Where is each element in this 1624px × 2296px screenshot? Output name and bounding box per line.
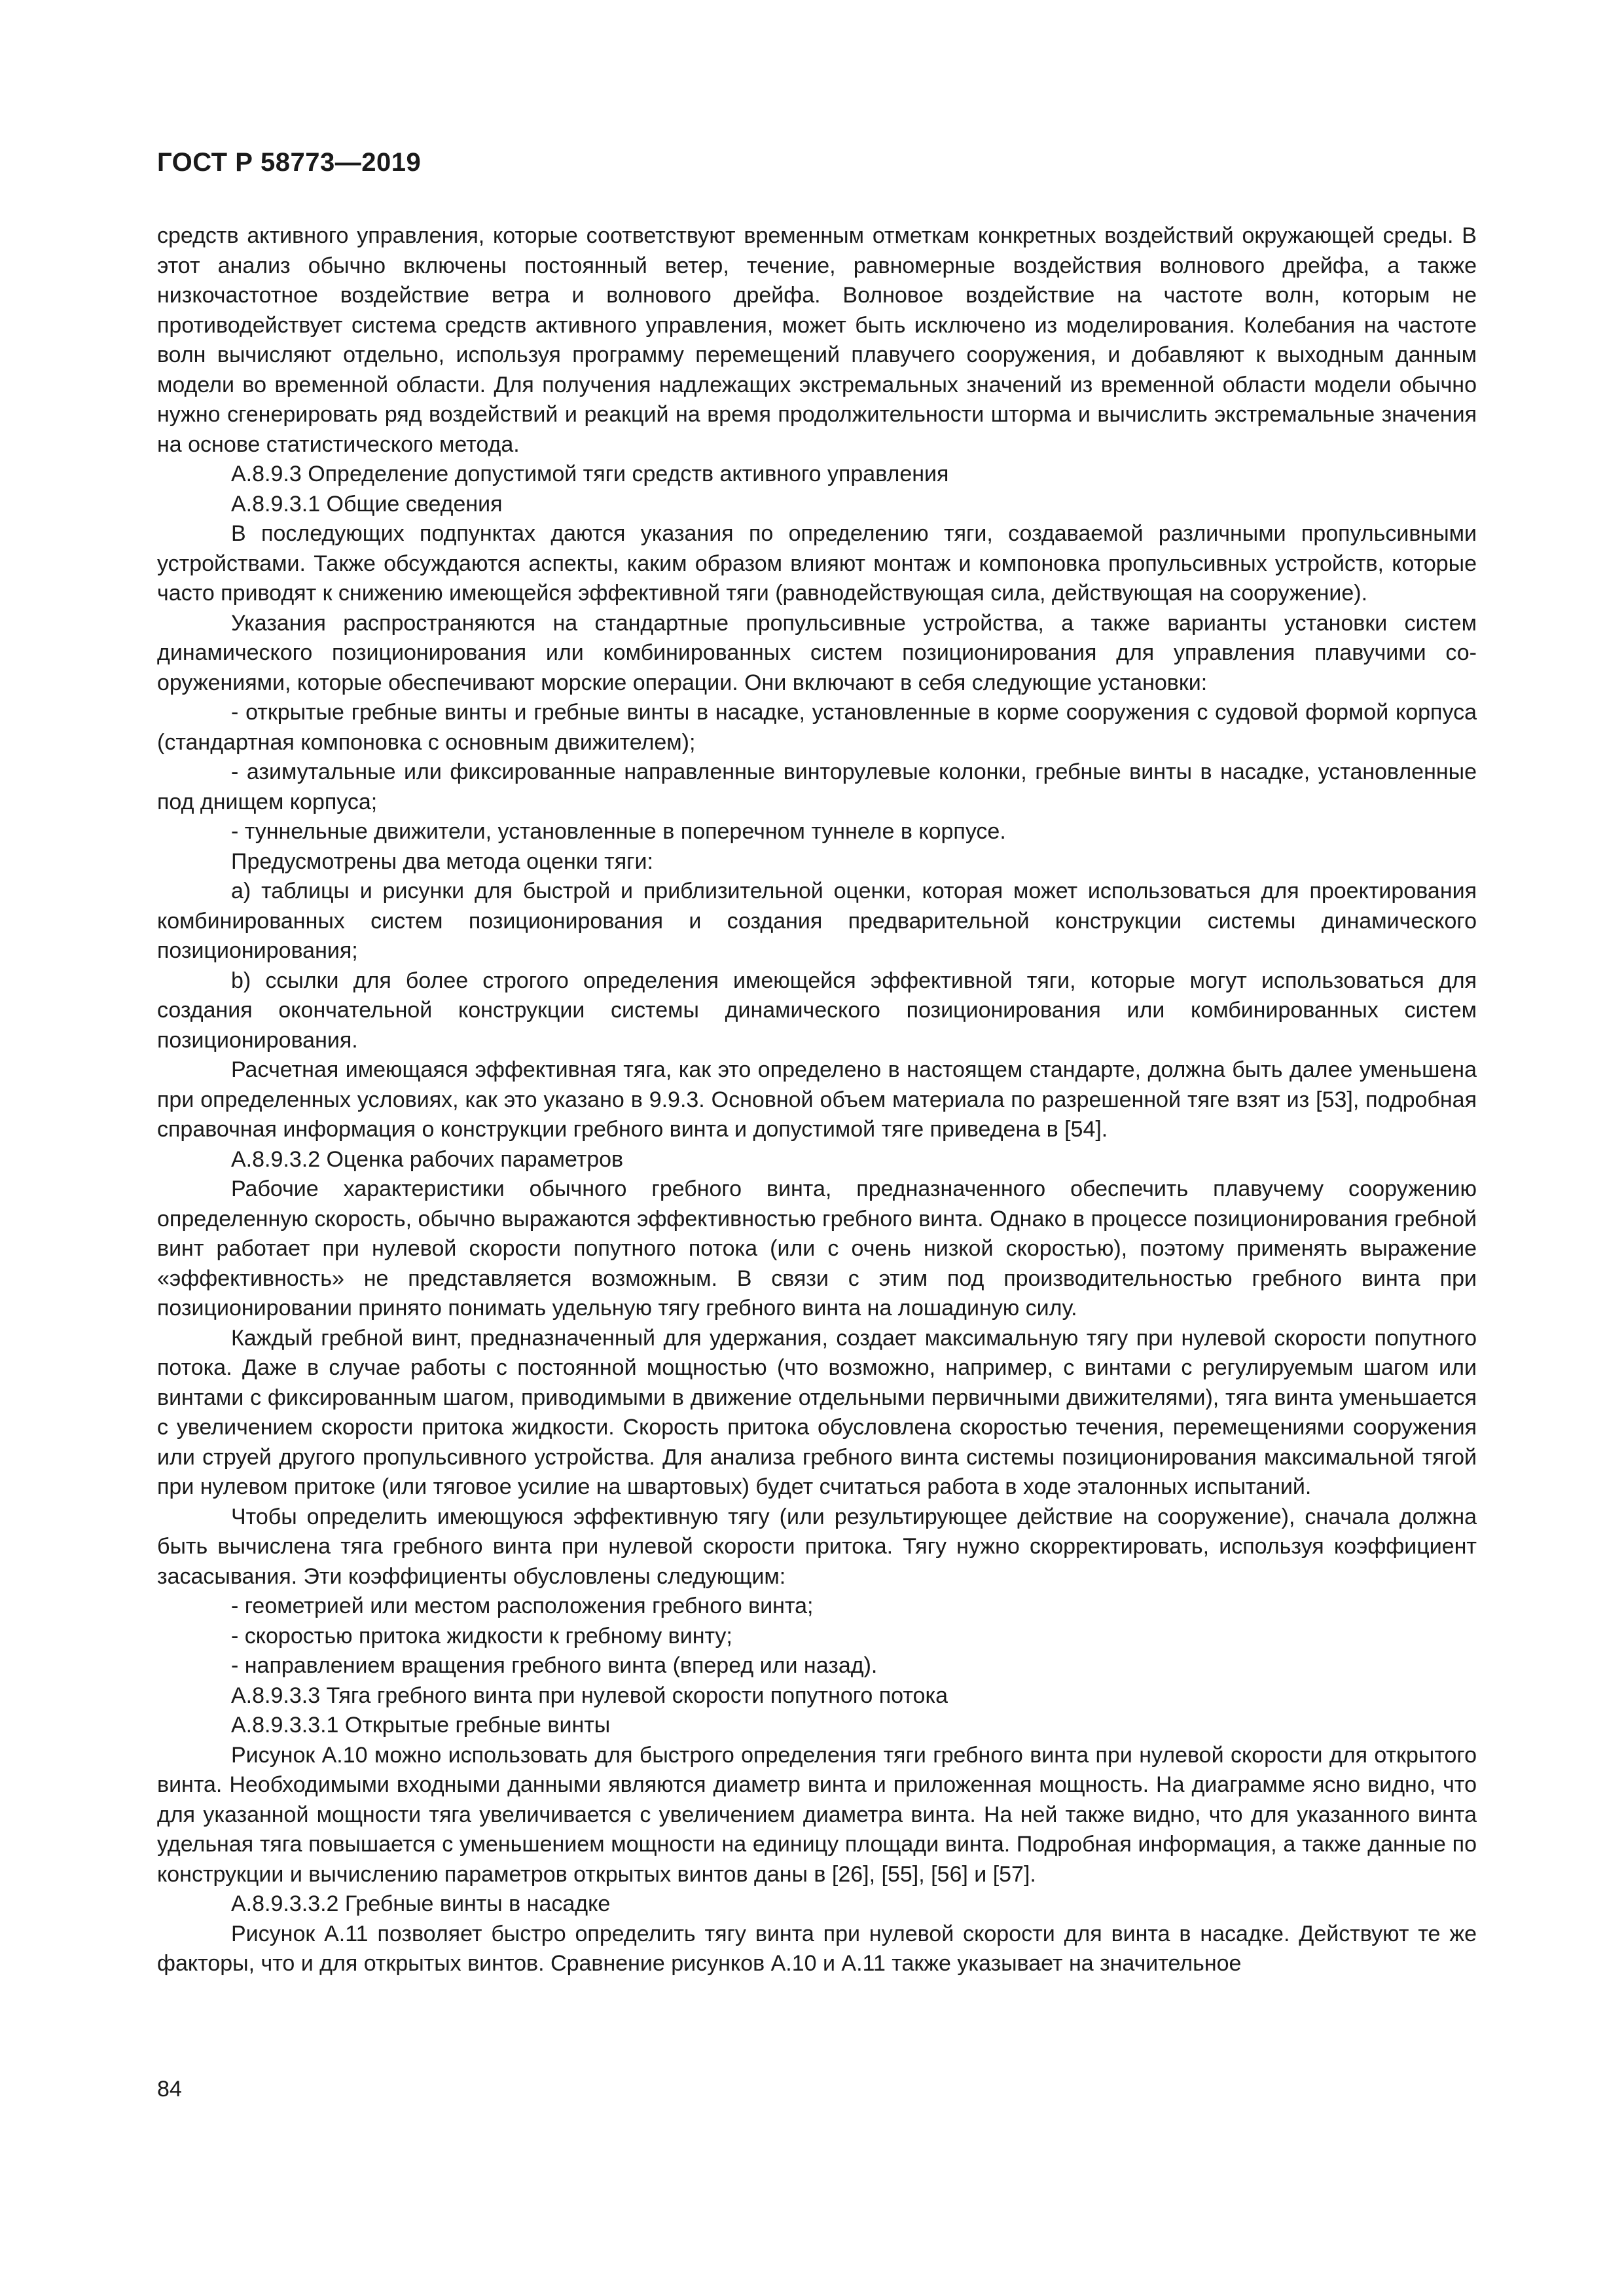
section-heading: А.8.9.3.2 Оценка рабочих параметров — [231, 1146, 624, 1172]
paragraph: Указания распространяются на стандартные пропульсивные устройства, а также варианты установки систем динамического позиционирования или комбинированных систем позиционирования для управления плавучими сооружениями, которые обеспечивают морские операции. Они включают в себя следующие установки: — [157, 610, 1477, 695]
section-heading: А.8.9.3.3.2 Гребные винты в насадке — [231, 1891, 611, 1916]
paragraph: В последующих подпунктах даются указания по определению тяги, создаваемой различными пропульсивными устройствами. Также обсуждаются аспекты, каким образом влияют монтаж и компоновка пропульсивных устройств, которые часто приводят к снижению имеющейся эффективной тяги (равнодействующая сила, действующая на сооружение). — [157, 521, 1477, 606]
paragraph: Предусмотрены два метода оценки тяги: — [231, 848, 653, 874]
paragraph: Расчетная имеющаяся эффективная тяга, как это определено в настоящем стандарте, должна быть далее уменьшена при определенных условиях, как это указано в 9.9.3. Основной объем материала по разрешенной тяге взят из [53], подробная справочная информация о конструкции гребного винта и допустимой тяге приведена в [54]. — [157, 1057, 1477, 1142]
list-item: - открытые гребные винты и гребные винты в насадке, установленные в корме сооружения с судовой формой корпуса (стандартная компоновка с основным движителем); — [157, 700, 1477, 755]
list-item: b) ссылки для более строгого определения имеющейся эффективной тяги, которые могут использоваться для создания окончательной конструкции системы динамического позиционирования или комбинированных систем позиционирования. — [157, 968, 1477, 1053]
section-heading: А.8.9.3.1 Общие сведения — [231, 491, 503, 517]
document-body — [157, 221, 1477, 1979]
paragraph: Чтобы определить имеющуюся эффективную тягу (или результирующее действие на сооружение), сначала должна быть вычислена тяга гребного винта при нулевой скорости притока. Тягу нужно скорректировать, используя коэффициент засасывания. Эти коэффициенты обусловлены следующим: — [157, 1504, 1477, 1589]
paragraph: Рисунок А.10 можно использовать для быстрого определения тяги гребного винта при нулевой скорости для открытого винта. Необходимыми входными данными являются диаметр винта и приложенная мощность. На диаграмме ясно видно, что для указанной мощности тяга увеличивается с увеличением диаметра винта. На ней также видно, что для указанного винта удельная тяга повышается с уменьшением мощности на единицу площади винта. Подробная информация, а также данные по конструкции и вычислению параметров открытых винтов даны в [26], [55], [56] и [57]. — [157, 1742, 1477, 1887]
list-item: а) таблицы и рисунки для быстрой и приблизительной оценки, которая может использоваться для проектирования комбинированных систем позиционирования и создания предварительной конструкции системы динамического позиционирования; — [157, 879, 1477, 963]
list-item: - геометрией или местом расположения гребного винта; — [231, 1594, 814, 1618]
paragraph: Рисунок А.11 позволяет быстро определить тягу винта при нулевой скорости для винта в насадке. Действуют те же факторы, что и для открытых винтов. Сравнение рисунков А.10 и А.11 также указывает на значительное — [157, 1921, 1477, 1976]
paragraph: средств активного управления, которые соответствуют временным отметкам конкретных воздействий окружающей среды. В этот анализ обычно включены постоянный ветер, течение, равномерные воздействия волнового дрейфа, а также низкочастотное воздействие ветра и волнового дрейфа. Волновое воздействие на частоте волн, которым не противодействует система средств активного управления, может быть исключено из моделирования. Колебания на частоте волн вычисляют отдельно, используя программу перемещений плавучего сооружения, и добавляют к выходным данным модели во временной области. Для получения надлежащих экстремальных значений из временной области модели обычно нужно сгенерировать ряд воздействий и реакций на время продолжительности шторма и вычислить экстремальные значения на основе статистического метода. — [157, 223, 1477, 457]
section-heading: А.8.9.3.3.1 Открытые гребные винты — [231, 1713, 611, 1738]
paragraph: Рабочие характеристики обычного гребного винта, предназначенного обеспечить плавучему сооружению определенную скорость, обычно выражаются эффективностью гребного винта. Однако в процессе позиционирования гребной винт работает при нулевой скорости попутного потока (или с очень низкой скоростью), поэтому применять выражение «эффективность» не представляется возможным. В связи с этим под производительностью гребного винта при позиционировании принято понимать удельную тягу гребного винта на лошадиную силу. — [157, 1176, 1477, 1321]
list-item: - азимутальные или фиксированные направленные винторулевые колонки, гребные винты в насадке, установленные под днищем корпуса; — [157, 759, 1477, 814]
list-item: - туннельные движители, установленные в поперечном туннеле в корпусе. — [231, 819, 1006, 844]
section-heading: А.8.9.3 Определение допустимой тяги средств активного управления — [231, 462, 949, 486]
paragraph: Каждый гребной винт, предназначенный для удержания, создает максимальную тягу при нулевой скорости попутного потока. Даже в случае работы с постоянной мощностью (что возможно, например, с винтами с регулируемым шагом или винтами с фиксированным шагом, приводимыми в движение отдельными первичными движителями), тяга винта уменьшается с увеличением скорости притока жидкости. Скорость притока обусловлена скоростью течения, перемещениями сооружения или струей другого пропульсивного устройства. Для анализа гребного винта системы позиционирования максимальной тягой при нулевом притоке (или тяговое усилие на швартовых) будет считаться работа в ходе эталонных испытаний. — [157, 1325, 1477, 1499]
page-number: 84 — [157, 2077, 182, 2102]
list-item: - скоростью притока жидкости к гребному винту; — [231, 1623, 732, 1649]
section-heading: А.8.9.3.3 Тяга гребного винта при нулевой скорости попутного потока — [231, 1683, 948, 1708]
document-code-header: ГОСТ Р 58773—2019 — [157, 148, 422, 177]
list-item: - направлением вращения гребного винта (вперед или назад). — [231, 1653, 878, 1678]
